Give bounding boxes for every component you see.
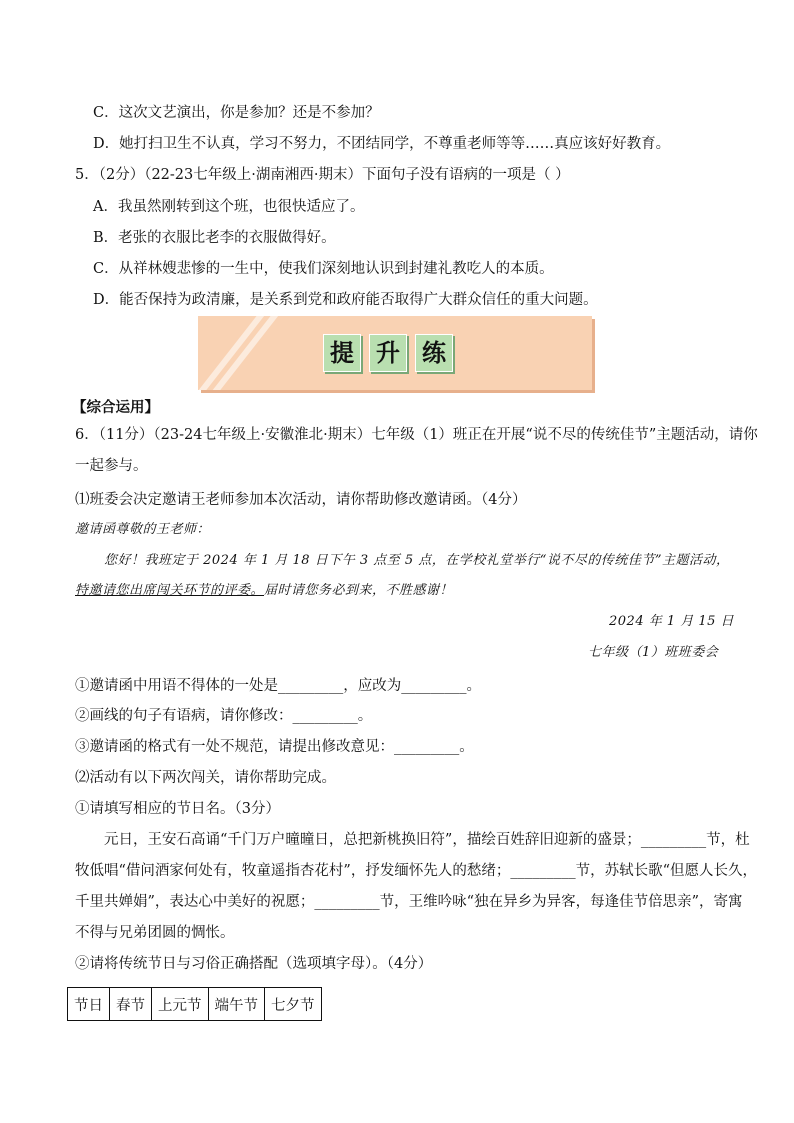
banner-char-3: 练 [415,334,453,372]
table-cell-lantern: 上元节 [152,988,209,1021]
fill-paragraph-line2: 牧低唱“借问酒家何处有，牧童遥指杏花村”，抒发缅怀先人的愁绪；_________节，苏轼长歌“但愿人长久， [75,863,757,879]
q5-option-c: C．从祥林嫂悲惨的一生中，使我们深刻地认识到封建礼教吃人的本质。 [93,261,554,277]
letter-signature: 七年级（1）班班委会 [588,645,719,660]
q4-option-d: D．她打扫卫生不认真，学习不努力，不团结同学，不尊重老师等等……真应该好好教育。 [93,136,671,152]
letter-body-line1: 您好！我班定于 2024 年 1 月 18 日下午 3 点至 5 点，在学校礼堂举行“说不尽的传统佳节”主题活动， [104,553,730,568]
table-cell-dragonboat: 端午节 [208,988,265,1021]
q6-1-item2: ②画线的句子有语病，请你修改：_________。 [75,708,373,724]
section-banner [198,316,592,390]
section-label: 【综合运用】 [72,399,159,416]
q4-option-c: C．这次文艺演出，你是参加？还是不参加？ [93,105,380,121]
match-title: ②请将传统节日与习俗正确搭配（选项填字母）。（4分） [75,956,433,972]
fill-title: ①请填写相应的节日名。（3分） [75,801,280,817]
q5-option-b: B．老张的衣服比老李的衣服做得好。 [93,230,336,246]
table-cell-qixi: 七夕节 [265,988,322,1021]
table-cell-spring: 春节 [110,988,152,1021]
banner-char-2: 升 [369,334,407,372]
q6-stem-line1: 6．（11分）（23-24七年级上·安徽淮北·期末）七年级（1）班正在开展“说不尽的传统佳节”主题活动，请你 [75,427,758,443]
q5-stem: 5．（2分）（22-23七年级上·湖南湘西·期末）下面句子没有语病的一项是（ ） [75,167,570,183]
fill-paragraph-line4: 不得与兄弟团圆的惆怅。 [75,925,235,941]
letter-underlined-sentence: 特邀请您出席闯关环节的评委。 [75,583,265,598]
fill-paragraph-line1: 元日，王安石高诵“千门万户曈曈日，总把新桃换旧符”，描绘百姓辞旧迎新的盛景；_________节，杜 [104,832,750,848]
festival-table [67,987,322,1021]
table-row [68,988,322,1021]
letter-date: 2024 年 1 月 15 日 [609,614,735,629]
banner-char-1: 提 [323,334,361,372]
letter-heading: 邀请函尊敬的王老师： [75,522,211,537]
q5-option-d: D．能否保持为政清廉，是关系到党和政府能否取得广大群众信任的重大问题。 [93,292,598,308]
q5-option-a: A．我虽然刚转到这个班，也很快适应了。 [93,199,365,215]
fill-paragraph-line3: 千里共婵娟”，表达心中美好的祝愿；_________节，王维吟咏“独在异乡为异客，每逢佳节倍思亲”，寄寓 [75,894,743,910]
letter-body-rest: 届时请您务必到来，不胜感谢！ [264,583,454,598]
table-cell-header: 节日 [68,988,110,1021]
q6-sub2: ⑵活动有以下两次闯关，请你帮助完成。 [75,770,336,786]
q6-stem-line2: 一起参与。 [75,458,148,474]
q6-sub1: ⑴班委会决定邀请王老师参加本次活动，请你帮助修改邀请函。（4分） [75,492,527,508]
q6-1-item1: ①邀请函中用语不得体的一处是_________，应改为_________。 [75,678,481,694]
letter-body-line2 [75,581,453,601]
q6-1-item3: ③邀请函的格式有一处不规范，请提出修改意见：_________。 [75,739,474,755]
